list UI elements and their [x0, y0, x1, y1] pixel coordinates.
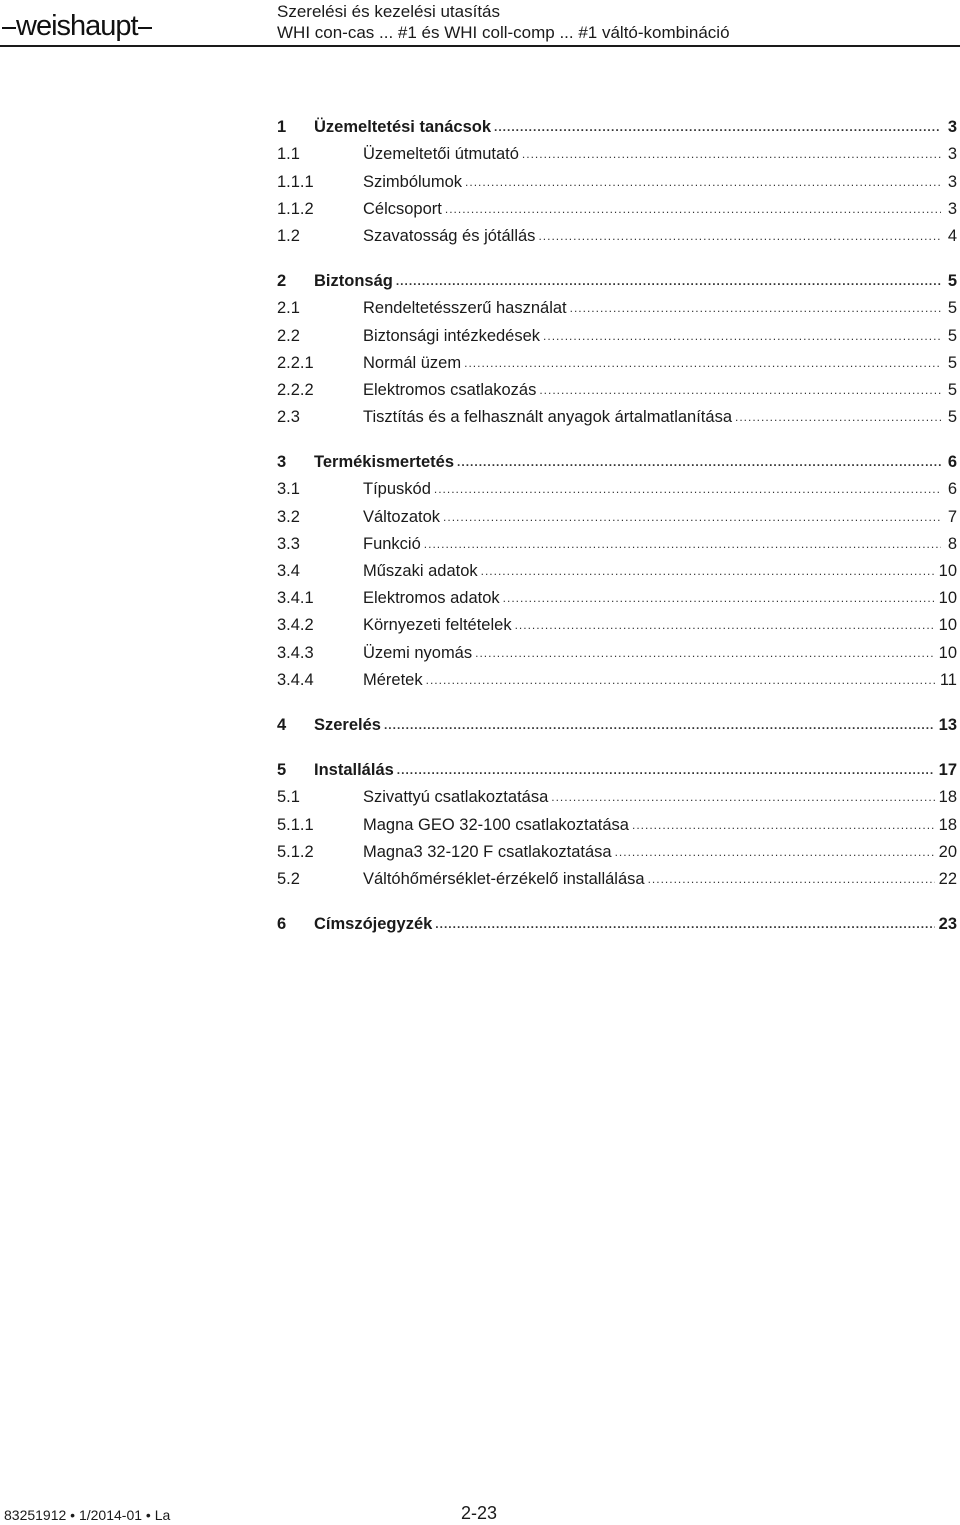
toc-entry-title-wrap: [363, 815, 939, 835]
toc-entry[interactable]: [277, 346, 957, 373]
toc-entry-title-wrap: [363, 199, 945, 219]
toc-entry[interactable]: [277, 608, 957, 635]
toc-entry[interactable]: [277, 862, 957, 889]
toc-entry-title-wrap: [363, 842, 939, 862]
toc-entry-number: 5.1.2: [277, 842, 314, 861]
toc-entry[interactable]: [277, 164, 957, 191]
weishaupt-logo: [2, 10, 152, 43]
toc-entry-title: Biztonsági intézkedések: [363, 326, 541, 345]
toc-entry-title: Elektromos csatlakozás: [363, 380, 537, 399]
toc-entry-title-wrap: [363, 588, 939, 608]
toc-chapter-entry[interactable]: [277, 264, 957, 291]
toc-entry-title: Szimbólumok: [363, 172, 463, 191]
toc-chapter-entry[interactable]: [277, 753, 957, 780]
toc-entry-title-wrap: [363, 869, 939, 889]
toc-entry-page: 5: [947, 380, 957, 399]
toc-dot-leader: [539, 380, 941, 400]
toc-entry-title-wrap: [314, 760, 939, 780]
toc-dot-leader: [424, 534, 941, 554]
toc-entry-page: 5: [947, 326, 957, 345]
toc-entry-number: 1: [277, 118, 287, 137]
toc-entry[interactable]: [277, 373, 957, 400]
toc-entry-title-wrap: [314, 452, 945, 472]
toc-entry-number: 5: [277, 761, 287, 780]
toc-entry-title: Rendeltetésszerű használat: [363, 299, 567, 318]
toc-entry-page: 13: [938, 715, 957, 734]
document-title-line1: Szerelési és kezelési utasítás: [277, 2, 500, 21]
toc-entry-page: 17: [938, 761, 957, 780]
toc-entry-page: 4: [947, 226, 957, 245]
toc-dot-leader: [648, 869, 935, 889]
toc-entry-number: 3.4.3: [277, 643, 314, 662]
toc-entry-number: 2.2.2: [277, 380, 314, 399]
toc-entry-page: 3: [947, 199, 957, 218]
toc-dot-leader: [384, 715, 935, 735]
toc-entry-number: 3: [277, 453, 287, 472]
toc-entry-title-wrap: [363, 643, 939, 663]
toc-entry-page: 3: [947, 172, 957, 191]
toc-entry-page: 6: [947, 480, 957, 499]
toc-entry-page: 11: [939, 670, 957, 689]
page-number: 2-23: [461, 1503, 498, 1523]
toc-dot-leader: [457, 452, 941, 472]
table-of-contents: [277, 110, 957, 934]
toc-entry-title-wrap: [363, 226, 945, 246]
toc-entry-number: 2.2: [277, 326, 300, 345]
toc-entry-number: 3.4.4: [277, 670, 314, 689]
toc-entry-title-wrap: [363, 479, 945, 499]
toc-entry-title-wrap: [363, 561, 939, 581]
toc-entry-title-wrap: [363, 353, 945, 373]
toc-entry[interactable]: [277, 780, 957, 807]
toc-entry-number: 1.2: [277, 226, 300, 245]
toc-entry-title: Magna GEO 32-100 csatlakoztatása: [363, 815, 629, 834]
logo-dash-right: [138, 27, 152, 29]
toc-chapter-entry[interactable]: [277, 445, 957, 472]
toc-entry-number: 4: [277, 715, 287, 734]
toc-entry-title: Méretek: [363, 670, 423, 689]
toc-entry-number: 3.4.1: [277, 589, 314, 608]
toc-entry[interactable]: [277, 192, 957, 219]
toc-entry-page: 5: [947, 408, 957, 427]
toc-entry-number: 3.4: [277, 562, 300, 580]
toc-entry-number: 5.1: [277, 788, 300, 807]
toc-entry-page: 22: [938, 869, 957, 888]
toc-entry[interactable]: [277, 219, 957, 246]
toc-entry-number: 2.1: [277, 299, 300, 318]
toc-dot-leader: [475, 643, 935, 663]
toc-entry-page: 3: [947, 118, 957, 137]
toc-entry-title: Váltóhőmérséklet-érzékelő installálása: [363, 869, 645, 888]
toc-entry-title: Műszaki adatok: [363, 562, 478, 580]
toc-entry-title: Installálás: [314, 761, 394, 780]
toc-entry-title-wrap: [363, 534, 945, 554]
toc-entry-number: 1.1.1: [277, 172, 314, 191]
toc-entry-title: Változatok: [363, 507, 441, 526]
toc-entry-title-wrap: [314, 117, 945, 137]
toc-dot-leader: [515, 615, 935, 635]
toc-dot-leader: [615, 842, 935, 862]
toc-entry[interactable]: [277, 472, 957, 499]
toc-dot-leader: [397, 760, 935, 780]
toc-entry-title-wrap: [363, 380, 945, 400]
toc-entry-page: 5: [947, 353, 957, 372]
toc-entry-title: Szivattyú csatlakoztatása: [363, 788, 549, 807]
toc-entry-title-wrap: [363, 670, 940, 690]
toc-dot-leader: [481, 561, 935, 581]
logo-text: weishaupt: [16, 10, 138, 42]
toc-entry-page: 10: [938, 643, 957, 662]
toc-entry-title-wrap: [314, 715, 939, 735]
toc-entry-title: Magna3 32-120 F csatlakoztatása: [363, 842, 612, 861]
toc-entry[interactable]: [277, 291, 957, 318]
toc-entry-number: 5.2: [277, 869, 300, 888]
toc-entry[interactable]: [277, 318, 957, 345]
toc-entry-title: Termékismertetés: [314, 453, 455, 472]
toc-entry-title: Szavatosság és jótállás: [363, 226, 536, 245]
toc-entry-page: 10: [938, 562, 957, 580]
toc-entry[interactable]: [277, 400, 957, 427]
toc-entry-page: 7: [947, 507, 957, 526]
document-title-line2: WHI con-cas ... #1 és WHI coll-comp ... #1 váltó-kombináció: [277, 23, 730, 42]
toc-entry-title: Normál üzem: [363, 353, 462, 372]
toc-entry-title: Üzemeltetési tanácsok: [314, 118, 491, 137]
toc-entry[interactable]: [277, 663, 957, 690]
toc-entry-title-wrap: [314, 914, 939, 934]
toc-entry[interactable]: [277, 499, 957, 526]
toc-entry-page: 6: [947, 453, 957, 472]
toc-entry[interactable]: [277, 581, 957, 608]
toc-dot-leader: [465, 172, 941, 192]
toc-entry-number: 1.1: [277, 145, 300, 164]
page-header: [0, 0, 960, 48]
toc-chapter-entry[interactable]: [277, 110, 957, 137]
toc-entry-title: Elektromos adatok: [363, 589, 500, 608]
toc-dot-leader: [538, 226, 941, 246]
toc-entry-title-wrap: [314, 271, 945, 291]
toc-dot-leader: [570, 298, 941, 318]
toc-entry-title-wrap: [363, 407, 945, 427]
toc-entry-page: 23: [938, 915, 957, 934]
toc-chapter-entry[interactable]: [277, 907, 957, 934]
toc-chapter-entry[interactable]: [277, 708, 957, 735]
toc-entry-title: Célcsoport: [363, 199, 442, 218]
toc-entry-number: 3.3: [277, 534, 300, 553]
toc-dot-leader: [632, 815, 935, 835]
toc-entry-page: 18: [938, 788, 957, 807]
toc-entry[interactable]: [277, 527, 957, 554]
toc-dot-leader: [543, 326, 941, 346]
toc-entry-number: 3.4.2: [277, 616, 314, 635]
toc-dot-leader: [426, 670, 936, 690]
toc-entry[interactable]: [277, 554, 957, 581]
header-divider: [0, 45, 960, 47]
toc-entry-title: Üzemi nyomás: [363, 643, 473, 662]
toc-entry-number: 3.1: [277, 480, 300, 499]
toc-dot-leader: [522, 144, 941, 164]
toc-entry-number: 2.3: [277, 408, 300, 427]
toc-entry-title: Tisztítás és a felhasznált anyagok ártalmatlanítása: [363, 408, 732, 427]
toc-entry-title-wrap: [363, 172, 945, 192]
toc-entry[interactable]: [277, 835, 957, 862]
toc-dot-leader: [551, 787, 934, 807]
document-title: [277, 1, 730, 43]
toc-entry-page: 3: [947, 145, 957, 164]
toc-dot-leader: [464, 353, 941, 373]
toc-dot-leader: [494, 117, 941, 137]
toc-entry-title: Szerelés: [314, 715, 381, 734]
page-footer: [0, 1500, 960, 1525]
toc-entry-number: 5.1.1: [277, 815, 314, 834]
toc-entry-title-wrap: [363, 326, 945, 346]
toc-dot-leader: [396, 271, 941, 291]
logo-dash-left: [2, 27, 16, 29]
toc-entry-title-wrap: [363, 615, 939, 635]
toc-entry-title: Üzemeltetői útmutató: [363, 145, 519, 164]
toc-entry-page: 18: [938, 815, 957, 834]
document-number: 83251912 • 1/2014-01 • La: [4, 1507, 171, 1523]
toc-entry-page: 10: [938, 616, 957, 635]
toc-entry-title: Címszójegyzék: [314, 915, 433, 934]
toc-dot-leader: [435, 914, 934, 934]
toc-entry-page: 5: [947, 299, 957, 318]
toc-entry[interactable]: [277, 807, 957, 834]
toc-entry-title: Típuskód: [363, 480, 431, 499]
toc-entry-title-wrap: [363, 298, 945, 318]
toc-entry-title-wrap: [363, 787, 939, 807]
toc-entry-title-wrap: [363, 507, 945, 527]
toc-entry-page: 20: [938, 842, 957, 861]
toc-entry[interactable]: [277, 635, 957, 662]
toc-dot-leader: [434, 479, 941, 499]
toc-dot-leader: [503, 588, 935, 608]
toc-entry-page: 5: [947, 272, 957, 291]
toc-entry-title: Biztonság: [314, 272, 393, 291]
toc-entry-title-wrap: [363, 144, 945, 164]
toc-entry-number: 2.2.1: [277, 353, 314, 372]
toc-entry-title: Környezeti feltételek: [363, 616, 512, 635]
toc-entry-number: 6: [277, 915, 287, 934]
toc-dot-leader: [443, 507, 941, 527]
toc-entry[interactable]: [277, 137, 957, 164]
toc-entry-number: 1.1.2: [277, 199, 314, 218]
toc-dot-leader: [735, 407, 941, 427]
toc-entry-number: 3.2: [277, 507, 300, 526]
toc-entry-page: 10: [938, 589, 957, 608]
toc-entry-page: 8: [947, 534, 957, 553]
toc-entry-title: Funkció: [363, 534, 421, 553]
toc-entry-number: 2: [277, 272, 287, 291]
toc-dot-leader: [445, 199, 941, 219]
